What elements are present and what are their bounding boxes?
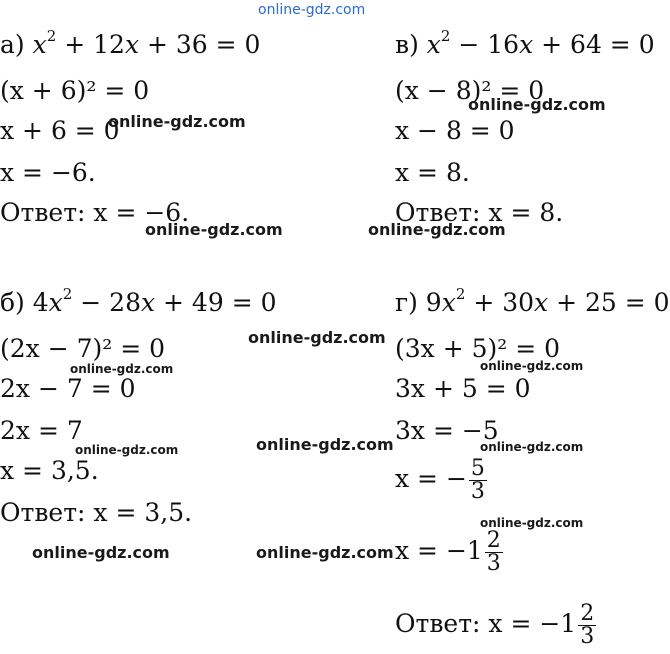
answer-label: Ответ: <box>395 198 481 227</box>
problem-g-step-4 <box>395 458 489 503</box>
problem-b-step-4: x = 3,5. <box>0 456 99 485</box>
problem-b-answer <box>0 498 192 528</box>
problem-b-step-1: (2x − 7)² = 0 <box>0 334 166 363</box>
problem-g-answer <box>395 603 598 648</box>
problem-v-equation: в) $x^2 - 16x + 64 = 0$ <box>395 27 655 59</box>
answer-fraction <box>578 603 596 648</box>
answer-label: Ответ: <box>0 198 86 227</box>
watermark-5: online-gdz.com <box>248 328 386 347</box>
problem-g-step-2: 3x + 5 = 0 <box>395 374 531 403</box>
mixed-fraction <box>485 530 503 575</box>
answer-value: x = 3,5. <box>93 498 193 527</box>
problem-a-step-2: x + 6 = 0 <box>0 116 120 145</box>
problem-a-equation: а) $x^2 + 12x + 36 = 0$ <box>0 27 261 59</box>
answer-label: Ответ: <box>395 609 481 638</box>
watermark-12: online-gdz.com <box>32 543 170 562</box>
problem-b-label: б) <box>0 288 25 317</box>
problem-b-step-2: 2x − 7 = 0 <box>0 374 136 403</box>
problem-v-step-1: (x − 8)² = 0 <box>395 76 545 105</box>
watermark-10: online-gdz.com <box>480 440 584 454</box>
watermark-13: online-gdz.com <box>256 543 394 562</box>
watermark-top: online-gdz.com <box>258 2 366 18</box>
fraction-numerator: 5 <box>470 456 485 481</box>
problem-g-label: г) <box>395 288 418 317</box>
watermark-8: online-gdz.com <box>256 435 394 454</box>
fraction <box>469 458 487 503</box>
watermark-1: online-gdz.com <box>108 112 246 131</box>
watermark-4: online-gdz.com <box>368 220 506 239</box>
answer-label: Ответ: <box>0 498 86 527</box>
fraction-numerator: 2 <box>580 601 595 626</box>
watermark-11: online-gdz.com <box>480 516 584 530</box>
mixed-lhs: x = −1 <box>395 536 483 565</box>
problem-b-step-3: 2x = 7 <box>0 416 83 445</box>
problem-b-equation: б) $4x^2 - 28x + 49 = 0$ <box>0 285 277 317</box>
watermark-6: online-gdz.com <box>70 362 174 376</box>
watermark-9: online-gdz.com <box>75 443 179 457</box>
watermark-7: online-gdz.com <box>480 359 584 373</box>
answer-value: x = 8. <box>488 198 564 227</box>
problem-v-step-2: x − 8 = 0 <box>395 116 515 145</box>
answer-value: x = −6. <box>93 198 190 227</box>
fraction-denominator: 3 <box>580 624 595 649</box>
problem-g-equation: г) $9x^2 + 30x + 25 = 0$ <box>395 285 670 317</box>
watermark-2: online-gdz.com <box>468 95 606 114</box>
fraction-lhs: x = − <box>395 464 467 493</box>
fraction-denominator: 3 <box>486 551 501 576</box>
answer-lhs: x = −1 <box>488 609 577 638</box>
problem-g-step-3: 3x = −5 <box>395 416 499 445</box>
problem-a-step-3: x = −6. <box>0 158 96 187</box>
problem-a-step-1: (x + 6)² = 0 <box>0 76 150 105</box>
problem-a-label: а) <box>0 30 25 59</box>
problem-v-step-3: x = 8. <box>395 158 470 187</box>
problem-g-step-5 <box>395 530 505 575</box>
problem-v-label: в) <box>395 30 419 59</box>
fraction-numerator: 2 <box>486 528 501 553</box>
watermark-3: online-gdz.com <box>145 220 283 239</box>
fraction-denominator: 3 <box>470 479 485 504</box>
problem-g-step-1: (3x + 5)² = 0 <box>395 334 561 363</box>
